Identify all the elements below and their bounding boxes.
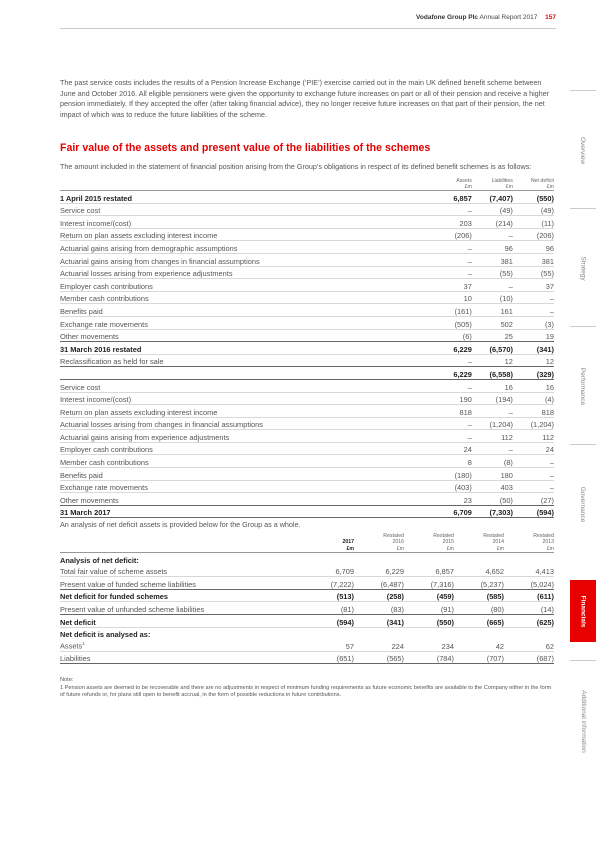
cell-value: 112 [513, 430, 554, 443]
column-header [513, 176, 554, 191]
cell-value: – [513, 455, 554, 468]
cell-value: (707) [454, 651, 504, 664]
cell-value: 403 [472, 480, 513, 493]
row-label: 31 March 2017 [60, 505, 431, 518]
cell-value [454, 627, 504, 639]
cell-value: – [513, 304, 554, 317]
row-label: Net deficit [60, 617, 96, 627]
row-label: Return on plan assets excluding interest income [60, 405, 431, 418]
sidebar-tab-strategy[interactable] [570, 208, 596, 327]
column-year: 2015 [442, 539, 454, 545]
cell-value: – [431, 266, 472, 279]
row-label: Interest income/(cost) [60, 216, 431, 229]
row-label: 31 March 2016 restated [60, 342, 431, 355]
column-name: Net deficit [530, 178, 554, 184]
cell-value: (91) [404, 602, 454, 615]
table-row [60, 392, 554, 405]
row-label: Service cost [60, 379, 431, 392]
sidebar-tab-label: Governance [579, 486, 587, 522]
cell-value: (7,407) [472, 191, 513, 204]
cell-value: 6,857 [431, 191, 472, 204]
fair-value-table [60, 176, 554, 518]
cell-value: (6) [431, 329, 472, 342]
sidebar-tab-additional-information[interactable] [570, 660, 596, 781]
column-header [354, 532, 404, 553]
cell-value: – [472, 228, 513, 241]
cell-value: 37 [431, 279, 472, 292]
cell-value: (55) [472, 266, 513, 279]
row-label [60, 367, 431, 380]
cell-value: 23 [431, 493, 472, 506]
cell-value: 62 [504, 639, 554, 651]
cell-value: (55) [513, 266, 554, 279]
cell-value: – [513, 480, 554, 493]
column-unit: £m [346, 545, 354, 552]
cell-value [504, 627, 554, 639]
cell-value: 112 [472, 430, 513, 443]
cell-value: (4) [513, 392, 554, 405]
cell-value: 19 [513, 329, 554, 342]
cell-value: 224 [354, 639, 404, 651]
section-heading: Fair value of the assets and present value of the liabilities of the schemes [60, 142, 431, 154]
cell-value: – [431, 241, 472, 254]
page-number: 157 [545, 14, 556, 21]
table-row [60, 553, 554, 565]
cell-value: (80) [454, 602, 504, 615]
cell-value: (194) [472, 392, 513, 405]
cell-value: (7,222) [304, 577, 354, 590]
column-year: 2016 [392, 539, 404, 545]
table-row [60, 329, 554, 342]
section-subheading: The amount included in the statement of financial position arising from the Group’s obligations in respect of its defined benefit schemes is as follows: [60, 162, 532, 171]
cell-value: (3) [513, 316, 554, 329]
cell-value: 16 [513, 379, 554, 392]
row-label: Reclassification as held for sale [60, 354, 431, 367]
cell-value: (81) [304, 602, 354, 615]
cell-value: 10 [431, 291, 472, 304]
cell-value: (513) [304, 589, 354, 602]
row-label-cell [60, 553, 304, 565]
cell-value: 12 [513, 354, 554, 367]
cell-value: 818 [431, 405, 472, 418]
row-label: Liabilities [60, 654, 91, 664]
table-header-row [60, 532, 554, 553]
row-label: 1 April 2015 restated [60, 191, 431, 204]
cell-value [304, 553, 354, 565]
cell-value: – [431, 417, 472, 430]
cell-value: (1,204) [472, 417, 513, 430]
row-label: Net deficit for funded schemes [60, 592, 169, 602]
cell-value: 12 [472, 354, 513, 367]
row-label: Total fair value of scheme assets [60, 567, 168, 577]
cell-value: 25 [472, 329, 513, 342]
cell-value: 381 [513, 253, 554, 266]
cell-value: (625) [504, 614, 554, 627]
row-label: Actuarial losses arising from experience adjustments [60, 266, 431, 279]
table-row [60, 651, 554, 664]
row-label: Member cash contributions [60, 455, 431, 468]
table-row [60, 505, 554, 518]
cell-value [304, 627, 354, 639]
row-label-cell [60, 639, 304, 651]
column-unit: £m [505, 184, 513, 190]
cell-value: (594) [304, 614, 354, 627]
cell-value [504, 553, 554, 565]
report-name: Annual Report 2017 [479, 14, 538, 21]
column-header [304, 532, 354, 553]
column-year: 2014 [492, 539, 504, 545]
cell-value: 42 [454, 639, 504, 651]
cell-value: (594) [513, 505, 554, 518]
cell-value: 6,229 [431, 367, 472, 380]
cell-value: 37 [513, 279, 554, 292]
cell-value: 6,229 [354, 565, 404, 577]
cell-value: (10) [472, 291, 513, 304]
cell-value: 161 [472, 304, 513, 317]
cell-value: (49) [472, 203, 513, 216]
row-label: Employer cash contributions [60, 279, 431, 292]
row-label-cell [60, 577, 304, 590]
cell-value: 4,413 [504, 565, 554, 577]
table-row [60, 442, 554, 455]
column-restated: Restated [533, 532, 554, 539]
header-spacer [60, 176, 431, 191]
cell-value [354, 627, 404, 639]
cell-value: (5,024) [504, 577, 554, 590]
cell-value: (403) [431, 480, 472, 493]
sidebar-tab-label: Performance [579, 367, 587, 405]
table-row [60, 577, 554, 590]
row-label-cell [60, 565, 304, 577]
row-label: Actuarial gains arising from experience adjustments [60, 430, 431, 443]
table-row [60, 493, 554, 506]
cell-value: (206) [513, 228, 554, 241]
row-label: Actuarial losses arising from changes in financial assumptions [60, 417, 431, 430]
cell-value: 381 [472, 253, 513, 266]
cell-value: – [431, 203, 472, 216]
cell-value: 96 [472, 241, 513, 254]
cell-value: – [472, 405, 513, 418]
cell-value: 6,229 [431, 342, 472, 355]
cell-value: 4,652 [454, 565, 504, 577]
company-name: Vodafone Group Plc [416, 14, 479, 21]
column-header [472, 176, 513, 191]
cell-value: (784) [404, 651, 454, 664]
column-restated: Restated [383, 532, 404, 539]
cell-value: 502 [472, 316, 513, 329]
row-label: Benefits paid [60, 304, 431, 317]
row-label: Analysis of net deficit: [60, 555, 139, 565]
cell-value: (687) [504, 651, 554, 664]
row-label-cell [60, 627, 304, 639]
note-item: 1 Pension assets are deemed to be recoverable and there are no adjustments in respect of minimum funding requirements as future economic benefits are available to the Company either in the form of future refunds or, for plans still open to benefit accrual, in the form of possible reductions in future contributions. [60, 684, 552, 698]
table-row [60, 417, 554, 430]
column-header [454, 532, 504, 553]
column-header [404, 532, 454, 553]
notes-title: Note: [60, 677, 74, 683]
cell-value: (459) [404, 589, 454, 602]
table-row [60, 253, 554, 266]
cell-value: 818 [513, 405, 554, 418]
cell-value: – [431, 354, 472, 367]
row-label: Interest income/(cost) [60, 392, 431, 405]
column-unit: £m [496, 545, 504, 552]
cell-value: (6,487) [354, 577, 404, 590]
table-row [60, 589, 554, 602]
row-label: Member cash contributions [60, 291, 431, 304]
sidebar-tab-label: Strategy [579, 255, 587, 281]
cell-value: 16 [472, 379, 513, 392]
cell-value: (6,570) [472, 342, 513, 355]
table-row [60, 342, 554, 355]
table-row [60, 216, 554, 229]
cell-value: 180 [472, 468, 513, 481]
cell-value [354, 553, 404, 565]
sidebar-tab-governance[interactable] [570, 444, 596, 563]
column-name: Assets [456, 178, 472, 184]
cell-value: (6,558) [472, 367, 513, 380]
table-row [60, 565, 554, 577]
cell-value: (5,237) [454, 577, 504, 590]
table-row [60, 228, 554, 241]
cell-value: (611) [504, 589, 554, 602]
column-header [504, 532, 554, 553]
cell-value: (651) [304, 651, 354, 664]
cell-value: (1,204) [513, 417, 554, 430]
column-year: 2017 [342, 539, 354, 545]
column-unit: £m [546, 184, 554, 190]
notes [60, 677, 554, 700]
cell-value: (49) [513, 203, 554, 216]
table-row [60, 241, 554, 254]
header-divider [60, 28, 556, 29]
cell-value: (50) [472, 493, 513, 506]
sidebar-tab-overview[interactable] [570, 90, 596, 209]
cell-value: (11) [513, 216, 554, 229]
cell-value: (341) [513, 342, 554, 355]
cell-value [404, 627, 454, 639]
row-label-cell [60, 614, 304, 627]
cell-value [404, 553, 454, 565]
cell-value: 57 [304, 639, 354, 651]
row-label: Other movements [60, 329, 431, 342]
cell-value: – [431, 253, 472, 266]
row-label-cell [60, 602, 304, 615]
cell-value: (550) [404, 614, 454, 627]
row-label: Service cost [60, 203, 431, 216]
cell-value: (214) [472, 216, 513, 229]
column-unit: £m [546, 545, 554, 552]
cell-value: (665) [454, 614, 504, 627]
column-restated: Restated [433, 532, 454, 539]
table-row [60, 304, 554, 317]
cell-value: (7,316) [404, 577, 454, 590]
table-row [60, 468, 554, 481]
row-label: Other movements [60, 493, 431, 506]
column-unit: £m [446, 545, 454, 552]
header-spacer [60, 532, 304, 553]
cell-value [454, 553, 504, 565]
row-label-cell [60, 651, 304, 664]
table-row [60, 405, 554, 418]
table-row [60, 379, 554, 392]
table-row [60, 480, 554, 493]
cell-value: – [472, 279, 513, 292]
row-label: Return on plan assets excluding interest income [60, 228, 431, 241]
cell-value: (180) [431, 468, 472, 481]
row-label-cell [60, 589, 304, 602]
cell-value: 8 [431, 455, 472, 468]
cell-value: (565) [354, 651, 404, 664]
table-row [60, 430, 554, 443]
footnote-marker: 1 [82, 641, 85, 647]
row-label: Employer cash contributions [60, 442, 431, 455]
cell-value: 203 [431, 216, 472, 229]
cell-value: (258) [354, 589, 404, 602]
cell-value: (27) [513, 493, 554, 506]
cell-value: 24 [513, 442, 554, 455]
column-header [431, 176, 472, 191]
cell-value: (8) [472, 455, 513, 468]
sidebar-tab-label: Additional information [579, 689, 587, 753]
intro-paragraph: The past service costs includes the results of a Pension Increase Exchange (‘PIE’) exercise carried out in the main UK defined benefit scheme between June and October 2016. All eligible pensioners were given the opportunity to exchange future increases on part or all of their pension and receive a higher pension immediately. If they accepted the offer (after taking financial advice), they no longer receive future increases on that part of their pension, the net impact of which was to reduce the future liabilities of the scheme. [60, 78, 550, 119]
cell-value: (341) [354, 614, 404, 627]
row-label: Assets [60, 641, 83, 651]
table-row [60, 614, 554, 627]
cell-value: (83) [354, 602, 404, 615]
table-row [60, 266, 554, 279]
row-label: Net deficit is analysed as: [60, 630, 151, 640]
table-row [60, 354, 554, 367]
cell-value: (206) [431, 228, 472, 241]
cell-value: – [472, 442, 513, 455]
cell-value: 190 [431, 392, 472, 405]
column-unit: £m [464, 184, 472, 190]
cell-value: (7,303) [472, 505, 513, 518]
cell-value: – [513, 468, 554, 481]
net-deficit-intro: An analysis of net deficit assets is provided below for the Group as a whole. [60, 520, 301, 529]
page-header [416, 14, 556, 21]
row-label: Present value of unfunded scheme liabilities [60, 604, 205, 614]
cell-value: (505) [431, 316, 472, 329]
table-row [60, 316, 554, 329]
row-label: Present value of funded scheme liabilities [60, 579, 196, 589]
table-row [60, 291, 554, 304]
row-label: Actuarial gains arising from demographic assumptions [60, 241, 431, 254]
cell-value: 96 [513, 241, 554, 254]
table-header-row [60, 176, 554, 191]
row-label: Exchange rate movements [60, 480, 431, 493]
table-row [60, 627, 554, 639]
table-row [60, 279, 554, 292]
cell-value: 6,709 [304, 565, 354, 577]
cell-value: – [513, 291, 554, 304]
cell-value: (161) [431, 304, 472, 317]
sidebar-tab-label: Financials [579, 595, 587, 627]
column-unit: £m [396, 545, 404, 552]
sidebar-tab-financials[interactable] [570, 580, 596, 642]
table-row [60, 203, 554, 216]
table-row [60, 455, 554, 468]
cell-value: (585) [454, 589, 504, 602]
cell-value: 6,857 [404, 565, 454, 577]
column-restated: Restated [483, 532, 504, 539]
sidebar-tab-label: Overview [579, 136, 587, 164]
table-row [60, 602, 554, 615]
cell-value: 24 [431, 442, 472, 455]
table-row [60, 639, 554, 651]
column-name: Liabilities [491, 178, 513, 184]
sidebar-tab-performance[interactable] [570, 326, 596, 445]
cell-value: – [431, 430, 472, 443]
table-row [60, 367, 554, 380]
cell-value: 6,709 [431, 505, 472, 518]
cell-value: (329) [513, 367, 554, 380]
cell-value: 234 [404, 639, 454, 651]
cell-value: – [431, 379, 472, 392]
net-deficit-table [60, 532, 554, 664]
table-row [60, 191, 554, 204]
cell-value: (550) [513, 191, 554, 204]
row-label: Exchange rate movements [60, 316, 431, 329]
row-label: Actuarial gains arising from changes in financial assumptions [60, 253, 431, 266]
cell-value: (14) [504, 602, 554, 615]
row-label: Benefits paid [60, 468, 431, 481]
column-year: 2013 [542, 539, 554, 545]
